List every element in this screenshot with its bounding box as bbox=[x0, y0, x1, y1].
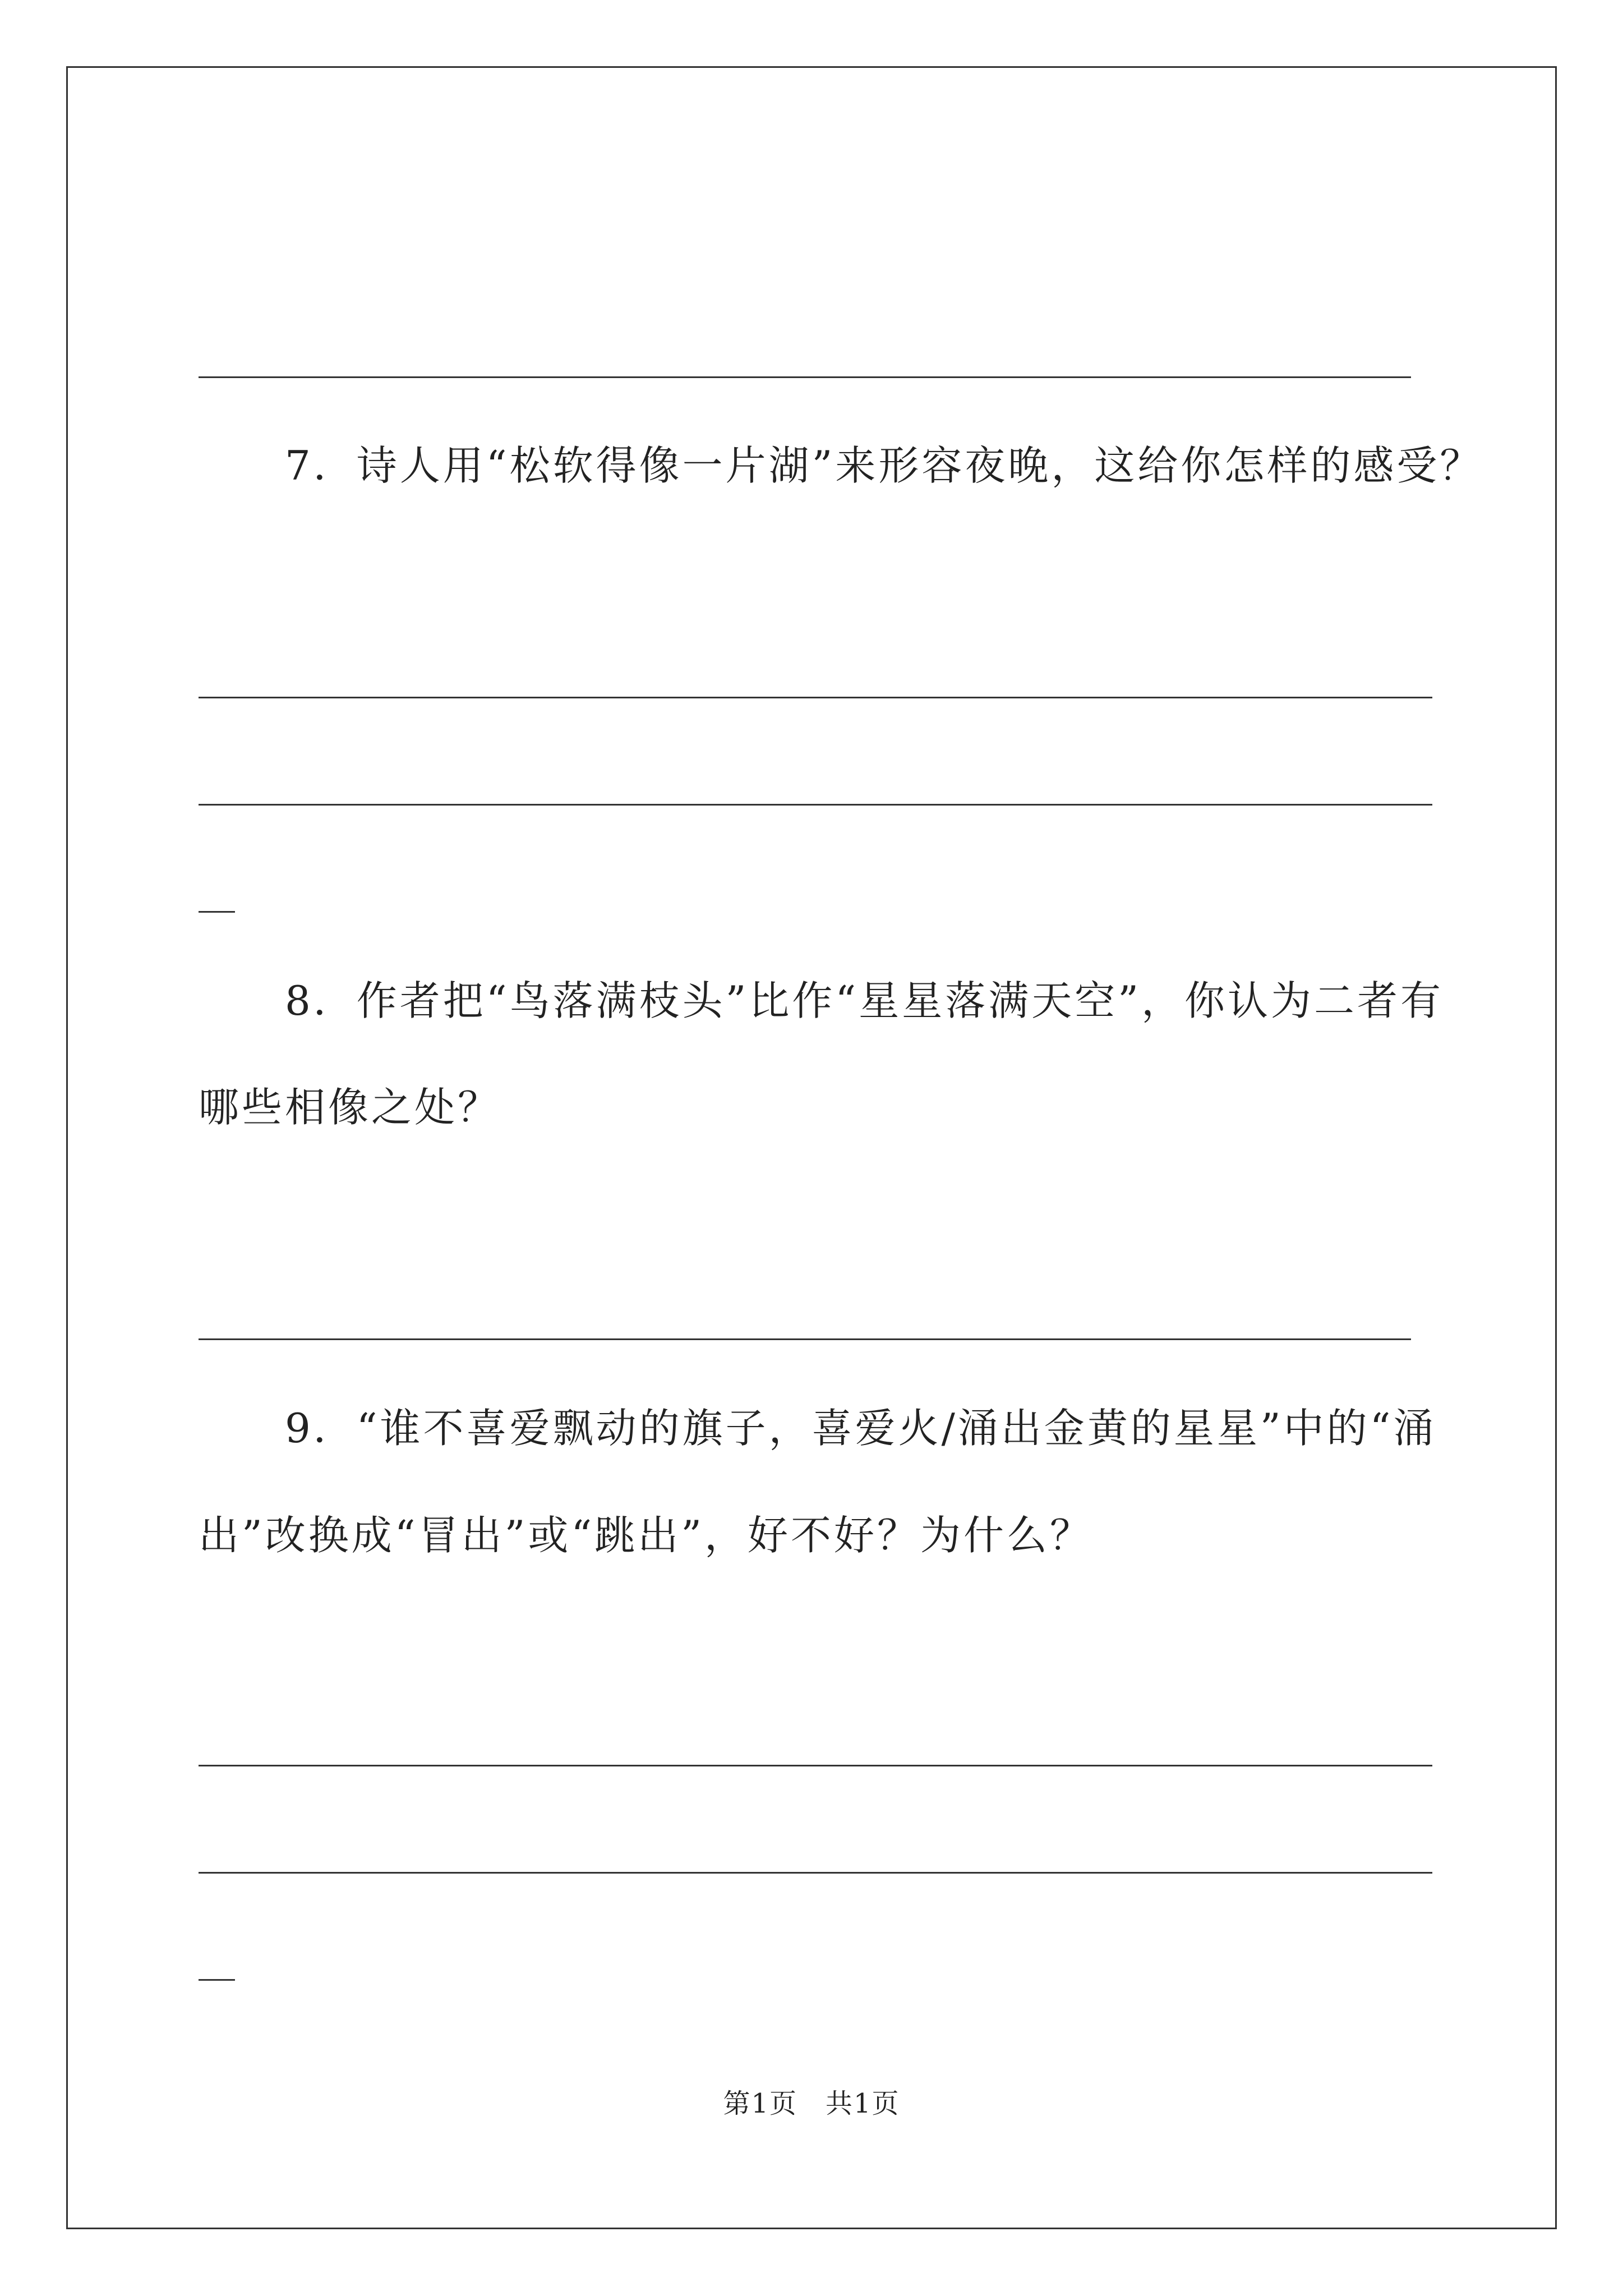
answer-line bbox=[199, 1872, 1432, 1874]
question-8-text-line2: 哪些相像之处？ bbox=[199, 1084, 501, 1131]
question-9-text-line2: 出”改换成“冒出”或“跳出”，好不好？为什么？ bbox=[199, 1512, 1094, 1559]
question-8-text-line1: 8．作者把“鸟落满枝头”比作“星星落满天空”，你认为二者有 bbox=[199, 977, 1444, 1024]
answer-line bbox=[199, 1765, 1432, 1766]
page-border bbox=[66, 66, 1557, 2229]
answer-line-stub bbox=[199, 1979, 235, 1981]
question-9-text-line1: 9．“谁不喜爱飘动的旗子，喜爱火/涌出金黄的星星”中的“涌 bbox=[199, 1405, 1437, 1452]
answer-line bbox=[199, 376, 1411, 378]
answer-line bbox=[199, 697, 1432, 698]
question-7-text: 7．诗人用“松软得像一片湖”来形容夜晚，这给你怎样的感受？ bbox=[199, 442, 1483, 489]
page-number-footer: 第1页 共1页 bbox=[723, 2088, 900, 2119]
answer-line bbox=[199, 1338, 1411, 1340]
answer-line-stub bbox=[199, 911, 235, 913]
answer-line bbox=[199, 804, 1432, 806]
